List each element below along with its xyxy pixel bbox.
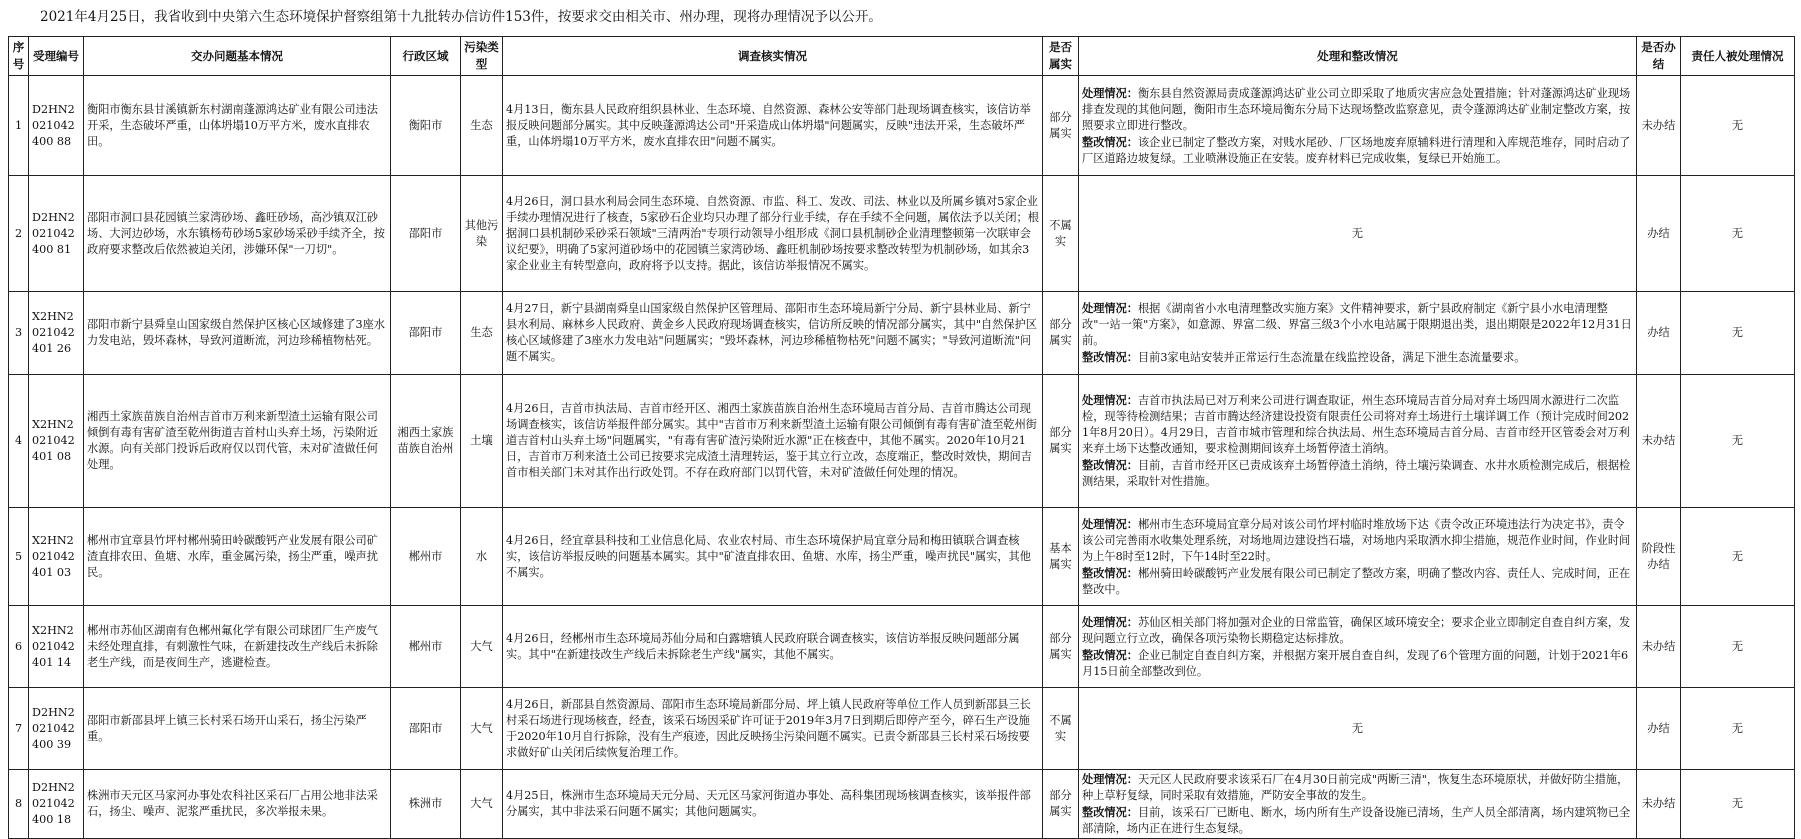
- cell-done: 未办结: [1637, 606, 1681, 688]
- table-row: [9, 375, 1795, 508]
- header-region: 行政区域: [391, 37, 461, 76]
- cell-issue: 郴州市苏仙区湖南有色郴州氟化学有限公司球团厂生产废气未经处理直排，有刺激性气味，在新建技改生产线后未拆除老生产线，而是夜间生产，逃避检查。: [84, 606, 391, 688]
- cell-done: 未办结: [1637, 76, 1681, 176]
- cell-investigation: 4月26日，经宜章县科技和工业信息化局、农业农村局、市生态环境保护局宜章分局和梅田镇联合调查核实，该信访举报反映的问题基本属实。其中"矿渣直排农田、鱼塘、水库，扬尘严重，噪声扰民"属实，其他不属实。: [503, 508, 1043, 606]
- cell-seq: 8: [9, 770, 29, 839]
- complaint-table: [8, 36, 1795, 839]
- cell-handling: [1079, 508, 1637, 606]
- cell-done: 办结: [1637, 292, 1681, 375]
- handling-label: 处理情况：: [1082, 516, 1138, 531]
- cell-issue: 邵阳市新邵县坪上镇三长村采石场开山采石，扬尘污染严重。: [84, 688, 391, 770]
- handling-text: 无: [1351, 721, 1364, 735]
- cell-id: D2HN2021042400 39: [29, 688, 84, 770]
- rectify-label: 整改情况：: [1082, 134, 1138, 149]
- table-row: [9, 606, 1795, 688]
- handling-text: 无: [1351, 226, 1364, 240]
- cell-done: 未办结: [1637, 770, 1681, 839]
- cell-id: D2HN2021042400 18: [29, 770, 84, 839]
- header-handling: 处理和整改情况: [1079, 37, 1637, 76]
- rectify-text: 企业已制定自查自纠方案，并根据方案开展自查自纠，发现了6个管理方面的问题，计划于2021年6月15日前全部整改到位。: [1082, 648, 1629, 678]
- cell-issue: 邵阳市新宁县舜皇山国家级自然保护区核心区域修建了3座水力发电站，毁坏森林，导致河道断流，河边珍稀植物枯死。: [84, 292, 391, 375]
- rectify-label: 整改情况：: [1082, 458, 1138, 472]
- cell-id: X2HN2021042401 03: [29, 508, 84, 606]
- cell-verified: 部分属实: [1043, 375, 1079, 508]
- cell-region: 郴州市: [391, 606, 461, 688]
- cell-verified: 不属实: [1043, 176, 1079, 292]
- cell-region: 邵阳市: [391, 292, 461, 375]
- handling-label: 处理情况：: [1082, 393, 1138, 407]
- rectify-text: 目前3家电站安装并正常运行生态流量在线监控设备，满足下泄生态流量要求。: [1137, 351, 1526, 364]
- header-verified: 是否属实: [1043, 37, 1079, 76]
- cell-seq: 7: [9, 688, 29, 770]
- rectify-label: 整改情况：: [1082, 805, 1138, 819]
- handling-label: 处理情况：: [1082, 772, 1138, 786]
- cell-done: 未办结: [1637, 375, 1681, 508]
- header-id: 受理编号: [29, 37, 84, 76]
- header-investigation: 调查核实情况: [503, 37, 1043, 76]
- handling-label: 处理情况：: [1082, 301, 1138, 315]
- header-seq: 序号: [9, 37, 29, 76]
- cell-accountable: 无: [1681, 770, 1795, 839]
- cell-id: D2HN2021042400 88: [29, 76, 84, 176]
- cell-issue: 邵阳市洞口县花园镇兰家湾砂场、鑫旺砂场，高沙镇双江砂场、大河边砂场，水东镇杨苟砂场5家砂场采砂手续齐全，按政府要求整改后依然被迫关闭，涉嫌环保"一刀切"。: [84, 176, 391, 292]
- cell-seq: 3: [9, 292, 29, 375]
- table-row: [9, 292, 1795, 375]
- cell-done: 阶段性办结: [1637, 508, 1681, 606]
- cell-accountable: 无: [1681, 375, 1795, 508]
- table-row: [9, 770, 1795, 839]
- rectify-label: 整改情况：: [1082, 647, 1138, 662]
- cell-issue: 株洲市天元区马家河办事处农科社区采石厂占用公地非法采石，扬尘、噪声、泥浆严重扰民，多次举报未果。: [84, 770, 391, 839]
- cell-accountable: 无: [1681, 688, 1795, 770]
- cell-id: X2HN2021042401 26: [29, 292, 84, 375]
- cell-seq: 4: [9, 375, 29, 508]
- cell-region: 邵阳市: [391, 688, 461, 770]
- cell-accountable: 无: [1681, 176, 1795, 292]
- table-row: [9, 508, 1795, 606]
- cell-investigation: 4月26日，洞口县水利局会同生态环境、自然资源、市监、科工、发改、司法、林业以及所属乡镇对5家企业手续办理情况进行了核查，5家砂石企业均只办理了部分行业手续，存在手续不全问题，属依法予以关闭；根据洞口县机制砂采砂采石领域"三清两治"专项行动领导小组形成《洞口县机制砂企业清理整顿第一次联审会议纪要》，明确了5家河道砂场中的花园镇兰家湾砂场、鑫旺机制砂场按要求整改转型为机制砂场，如其余3家企业业主有转型意向，政府将予以支持。据此，该信访举报情况不属实。: [503, 176, 1043, 292]
- cell-accountable: 无: [1681, 508, 1795, 606]
- cell-type: 其他污染: [461, 176, 503, 292]
- cell-verified: 基本属实: [1043, 508, 1079, 606]
- cell-seq: 5: [9, 508, 29, 606]
- cell-accountable: 无: [1681, 76, 1795, 176]
- cell-seq: 2: [9, 176, 29, 292]
- cell-accountable: 无: [1681, 606, 1795, 688]
- table-row: [9, 176, 1795, 292]
- cell-handling: [1079, 606, 1637, 688]
- header-done: 是否办结: [1637, 37, 1681, 76]
- handling-text: 根据《湖南省小水电清理整改实施方案》文件精神要求，新宁县政府制定《新宁县小水电清理整改"一站一策"方案》，如意源、界富二级、界富三级3个小水电站属于限期退出类，退出期限是2022年12月31日前。: [1082, 302, 1632, 347]
- cell-issue: 湘西土家族苗族自治州吉首市万利来新型渣土运输有限公司倾倒有毒有害矿渣至乾州街道吉首村山头弃土场，污染附近水源。向有关部门投诉后政府仅以罚代管，未对矿渣做任何处理。: [84, 375, 391, 508]
- table-row: [9, 76, 1795, 176]
- cell-verified: 部分属实: [1043, 76, 1079, 176]
- handling-text: 天元区人民政府要求该采石厂在4月30日前完成"两断三清"，恢复生态环境原状，并做好防尘措施，种上草籽复绿，同时采取有效措施，严防安全事故的发生。: [1082, 773, 1629, 802]
- rectify-text: 郴州骑田岭碳酸钙产业发展有限公司已制定了整改方案，明确了整改内容、责任人、完成时间，正在整改中。: [1082, 566, 1631, 596]
- cell-done: 办结: [1637, 688, 1681, 770]
- cell-id: X2HN2021042401 08: [29, 375, 84, 508]
- cell-handling: [1079, 375, 1637, 508]
- handling-label: 处理情况：: [1082, 614, 1138, 629]
- cell-handling: [1079, 770, 1637, 839]
- cell-type: 大气: [461, 770, 503, 839]
- cell-seq: 1: [9, 76, 29, 176]
- handling-label: 处理情况：: [1082, 85, 1138, 100]
- cell-investigation: 4月26日，吉首市执法局、吉首市经开区、湘西土家族苗族自治州生态环境局吉首分局、吉首市腾达公司现场调查核实，该信访举报件部分属实。其中"吉首市万利来新型渣土运输有限公司倾倒有毒有害矿渣至乾州街道吉首村山头弃土场"问题属实，"有毒有害矿渣污染附近水源"正在核查中，其他不属实。2020年10月21日，吉首市万利来渣土公司已按要求完成渣土清理转运，鉴于其立行立改，态度端正，整改时效快，期间吉首市相关部门未对其作出行政处罚。不存在政府部门以罚代管，未对矿渣做任何处理的情况。: [503, 375, 1043, 508]
- cell-verified: 部分属实: [1043, 770, 1079, 839]
- cell-region: 株洲市: [391, 770, 461, 839]
- header-accountable: 责任人被处理情况: [1681, 37, 1795, 76]
- cell-investigation: 4月13日，衡东县人民政府组织县林业、生态环境、自然资源、森林公安等部门赴现场调查核实，该信访举报反映问题部分属实。其中反映蓬源鸿达公司"开采造成山体坍塌"问题属实，反映"违法开采，生态破坏严重，山体坍塌10万平方米，废水直排农田"问题不属实。: [503, 76, 1043, 176]
- handling-text: 郴州市生态环境局宜章分局对该公司竹坪村临时堆放场下达《责令改正环境违法行为决定书》，责令该公司完善雨水收集处理系统，对场地周边建设挡石墙，对场地内采取洒水抑尘措施，规范作业时间，作业时间为上午8时至12时，下午14时至22时。: [1082, 517, 1631, 563]
- header-type: 污染类型: [461, 37, 503, 76]
- table-header-row: [9, 37, 1795, 76]
- cell-type: 水: [461, 508, 503, 606]
- table-row: [9, 688, 1795, 770]
- cell-id: X2HN2021042401 14: [29, 606, 84, 688]
- header-issue: 交办问题基本情况: [84, 37, 391, 76]
- handling-text: 苏仙区相关部门将加强对企业的日常监管，确保区域环境安全；要求企业立即制定自查自纠方案，发现问题立行立改，确保各项污染物长期稳定达标排放。: [1082, 615, 1631, 645]
- cell-investigation: 4月25日，株洲市生态环境局天元分局、天元区马家河街道办事处、高科集团现场核调查核实，该举报件部分属实，其中非法采石问题不属实；其他问题属实。: [503, 770, 1043, 839]
- rectify-text: 目前，吉首市经开区已责成该弃土场暂停渣土消纳，待土壤污染调查、水井水质检测完成后，根据检测结果，采取针对性措施。: [1082, 459, 1631, 488]
- cell-investigation: 4月26日，新邵县自然资源局、邵阳市生态环境局新邵分局、坪上镇人民政府等单位工作人员到新邵县三长村采石场进行现场核查，经查，该采石场因采矿许可证于2019年3月7日到期后即停产至今，碎石生产设施于2020年10月自行拆除，没有生产痕迹，因此反映扬尘污染问题不属实。已责令新邵县三长村采石场按要求做好矿山关闭后续恢复治理工作。: [503, 688, 1043, 770]
- cell-region: 郴州市: [391, 508, 461, 606]
- cell-issue: 郴州市宜章县竹坪村郴州骑田岭碳酸钙产业发展有限公司矿渣直排农田、鱼塘、水库，重金属污染，扬尘严重，噪声扰民。: [84, 508, 391, 606]
- cell-seq: 6: [9, 606, 29, 688]
- cell-handling: [1079, 292, 1637, 375]
- cell-accountable: 无: [1681, 292, 1795, 375]
- cell-type: 土壤: [461, 375, 503, 508]
- cell-investigation: 4月26日，经郴州市生态环境局苏仙分局和白露塘镇人民政府联合调查核实，该信访举报反映问题部分属实。其中"在新建技改生产线后未拆除老生产线"属实，其他不属实。: [503, 606, 1043, 688]
- cell-verified: 部分属实: [1043, 606, 1079, 688]
- cell-type: 生态: [461, 292, 503, 375]
- cell-region: 邵阳市: [391, 176, 461, 292]
- cell-handling: [1079, 76, 1637, 176]
- cell-investigation: 4月27日，新宁县湖南舜皇山国家级自然保护区管理局、邵阳市生态环境局新宁分局、新宁县林业局、新宁县水利局、麻林乡人民政府、黄金乡人民政府现场调查核实，信访所反映的情况部分属实，其中"自然保护区核心区域修建了3座水力发电站"问题属实；"毁坏森林，河边珍稀植物枯死"问题不属实；"导致河道断流"问题不属实。: [503, 292, 1043, 375]
- rectify-text: 该企业已制定了整改方案，对贱水尾砂、厂区场地废弃原辅料进行清理和入库规范堆存，同时启动了厂区道路边坡复绿。工业喷淋设施正在安装。废弃材料已完成收集，复绿已开始施工。: [1082, 135, 1631, 165]
- cell-done: 办结: [1637, 176, 1681, 292]
- cell-type: 生态: [461, 76, 503, 176]
- intro-text: 2021年4月25日，我省收到中央第六生态环境保护督察组第十九批转办信访件153件，按要求交由相关市、州办理，现将办理情况予以公开。: [40, 9, 882, 25]
- cell-type: 大气: [461, 606, 503, 688]
- cell-handling: [1079, 688, 1637, 770]
- cell-issue: 衡阳市衡东县甘溪镇新东村湖南蓬源鸿达矿业有限公司违法开采，生态破坏严重，山体坍塌10万平方米，废水直排农田。: [84, 76, 391, 176]
- cell-region: 衡阳市: [391, 76, 461, 176]
- rectify-label: 整改情况：: [1082, 565, 1138, 580]
- cell-id: D2HN2021042400 81: [29, 176, 84, 292]
- cell-region: 湘西土家族苗族自治州: [391, 375, 461, 508]
- cell-type: 大气: [461, 688, 503, 770]
- cell-verified: 部分属实: [1043, 292, 1079, 375]
- cell-verified: 不属实: [1043, 688, 1079, 770]
- rectify-text: 目前，该采石厂已断电、断水，场内所有生产设备设施已清场，生产人员全部清离，场内建筑物已全部清除，场内正在进行生态复绿。: [1082, 806, 1631, 835]
- handling-text: 衡东县自然资源局责成蓬源鸿达矿业公司立即采取了地质灾害应急处置措施；针对蓬源鸿达矿业现场排查发现的其他问题，衡阳市生态环境局衡东分局下达现场整改监察意见，责令蓬源鸿达矿业制定整改方案，按照要求立即进行整改。: [1082, 86, 1631, 132]
- handling-text: 吉首市执法局已对万利来公司进行调查取证，州生态环境局吉首分局对弃土场四周水源进行二次监检，现等待检测结果；吉首市腾达经济建设投资有限责任公司将对弃土场进行土壤详调工作（预计完成时间2021年8月20日）。4月29日，吉首市城市管理和综合执法局、州生态环境局吉首分局、吉首市经开区管委会对万利来弃土场下达整改通知，要求检测期间该弃土场暂停渣土消纳。: [1082, 394, 1630, 455]
- cell-handling: [1079, 176, 1637, 292]
- rectify-label: 整改情况：: [1082, 350, 1138, 364]
